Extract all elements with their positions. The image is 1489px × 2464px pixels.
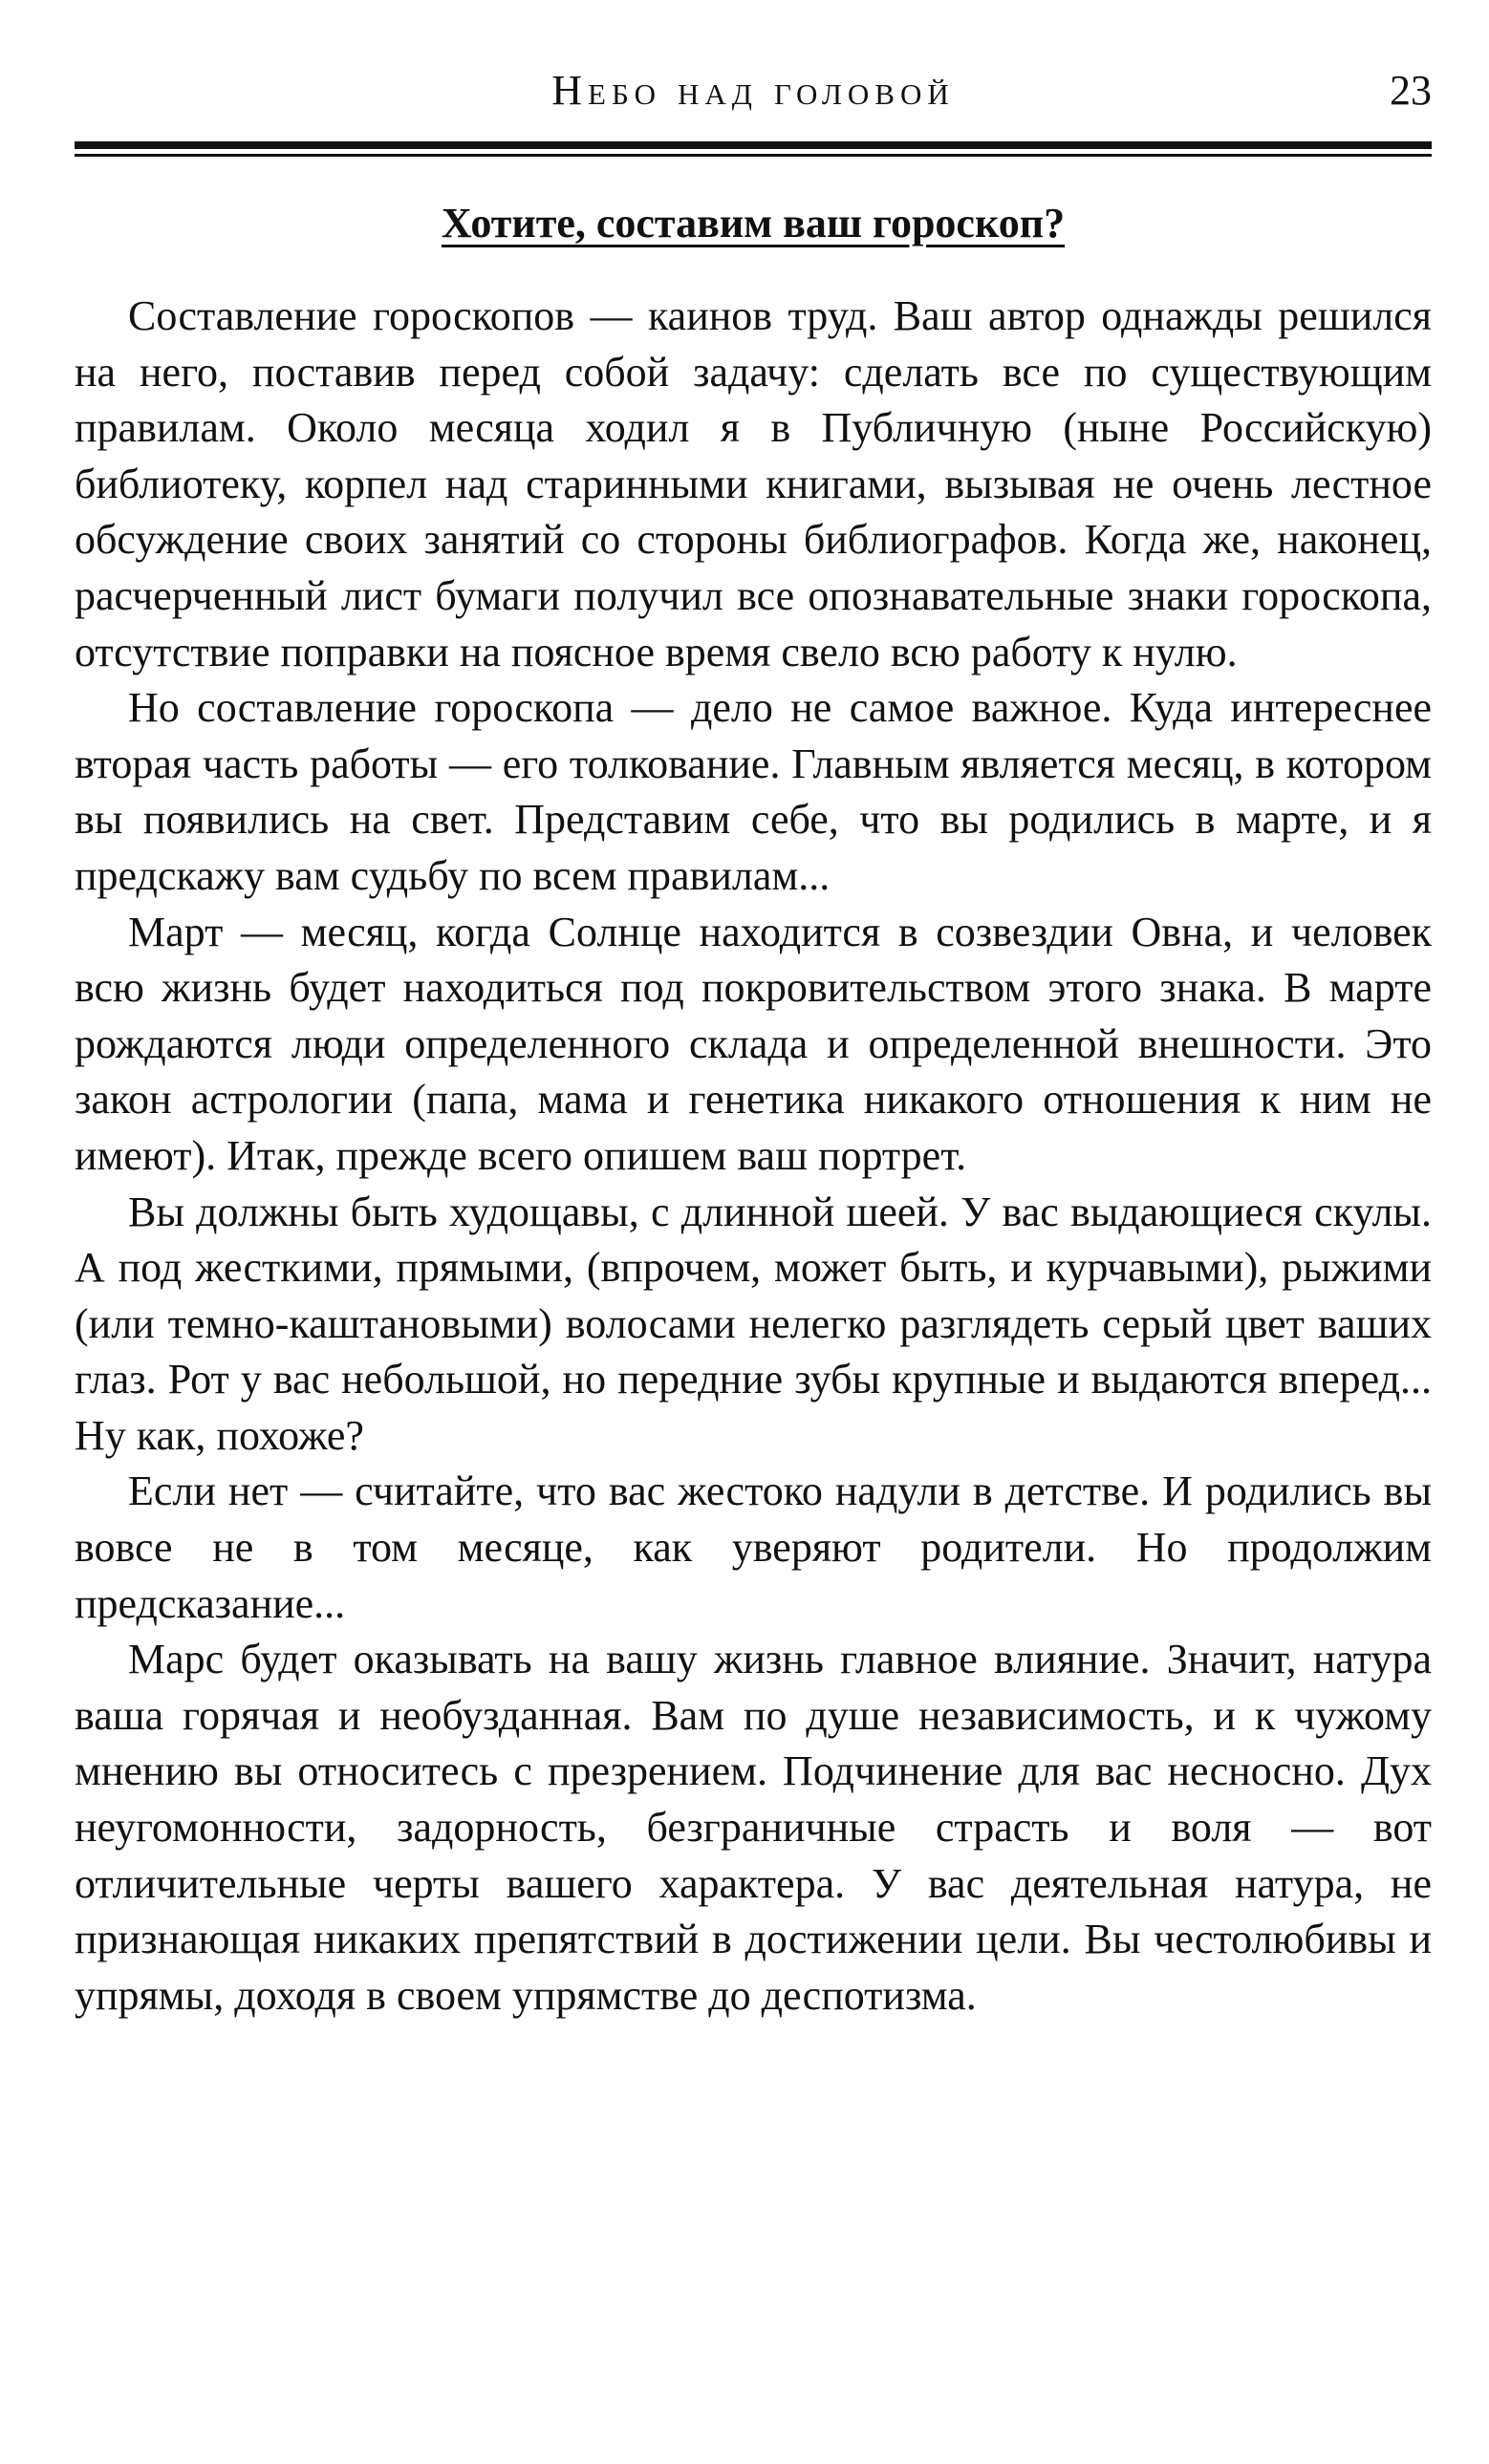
paragraph: Марс будет оказывать на вашу жизнь главное влияние. Значит, натура ваша горячая и необузданная. Вам по душе независимость, и к чужому мнению вы относитесь с презрением. Подчинение для вас несносно. Дух неугомонности, задорность, безграничные страсть и воля — вот отличительные черты вашего характера. У вас деятельная натура, не признающая никаких препятствий в достижении цели. Вы честолюбивы и упрямы, доходя в своем упрямстве до деспотизма. (75, 1636, 1432, 2019)
section-title (75, 195, 1432, 252)
paragraph: Вы должны быть худощавы, с длинной шеей. У вас выдающиеся скулы. А под жесткими, прямыми, (впрочем, может быть, и курчавыми), рыжими (или темно-каштановыми) волосами нелегко разглядеть серый цвет ваших глаз. Рот у вас небольшой, но передние зубы крупные и выдаются вперед... Ну как, похоже? (75, 1188, 1432, 1459)
running-title: Небо над головой (551, 67, 955, 114)
paragraph: Март — месяц, когда Солнце находится в созвездии Овна, и человек всю жизнь будет находиться под покровительством этого знака. В марте рождаются люди определенного склада и определенной внешности. Это закон астрологии (папа, мама и генетика никакого отношения к ним не имеют). Итак, прежде всего опишем ваш портрет. (75, 908, 1432, 1179)
header-rule-thin (75, 154, 1432, 157)
paragraph: Составление гороскопов — каинов труд. Ваш автор однажды решился на него, поставив перед собой задачу: сделать все по существующим правилам. Около месяца ходил я в Публичную (ныне Российскую) библиотеку, корпел над старинными книгами, вызывая не очень лестное обсуждение своих занятий со стороны библиографов. Когда же, наконец, расчерченный лист бумаги получил все опознавательные знаки гороскопа, отсутствие поправки на поясное время свело всю работу к нулю. (75, 292, 1432, 675)
header-rule-thick (75, 141, 1432, 149)
page-number: 23 (1390, 67, 1432, 114)
running-head (75, 57, 1432, 124)
book-page (75, 57, 1432, 2024)
section-title-text: Хотите, составим ваш гороскоп? (441, 200, 1066, 246)
body-text (75, 289, 1432, 2024)
paragraph: Если нет — считайте, что вас жестоко надули в детстве. И родились вы вовсе не в том месяце, как уверяют родители. Но продолжим предсказание... (75, 1468, 1432, 1627)
paragraph: Но составление гороскопа — дело не самое важное. Куда интереснее вторая часть работы — его толкование. Главным является месяц, в котором вы появились на свет. Представим себе, что вы родились в марте, и я предскажу вам судьбу по всем правилам... (75, 684, 1432, 899)
